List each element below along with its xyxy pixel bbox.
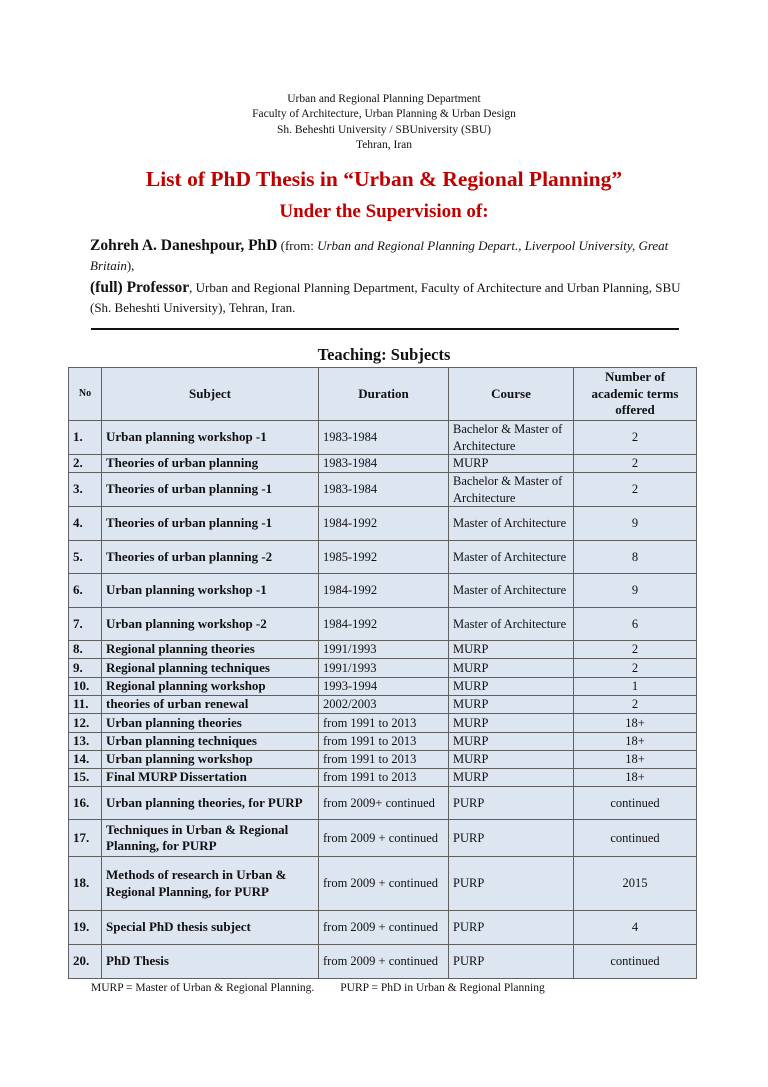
duration-cell: from 1991 to 2013 — [319, 714, 449, 733]
table-row — [69, 911, 697, 945]
row-number: 14. — [69, 751, 102, 769]
row-number: 5. — [69, 541, 102, 574]
subject-cell: Urban planning techniques — [102, 733, 319, 751]
supervisor-position-line — [90, 278, 690, 318]
course-cell: Master of Architecture — [449, 574, 574, 608]
duration-cell: from 2009 + continued — [319, 911, 449, 945]
terms-cell: 2 — [574, 421, 697, 455]
subject-cell: theories of urban renewal — [102, 696, 319, 714]
table-row — [69, 608, 697, 641]
course-cell: PURP — [449, 945, 574, 979]
duration-cell: from 1991 to 2013 — [319, 769, 449, 787]
course-cell: Bachelor & Master of Architecture — [449, 421, 574, 455]
terms-cell: 2 — [574, 696, 697, 714]
row-number: 20. — [69, 945, 102, 979]
row-number: 16. — [69, 787, 102, 820]
terms-cell: continued — [574, 945, 697, 979]
column-header-duration: Duration — [319, 368, 449, 421]
subject-cell: Regional planning techniques — [102, 659, 319, 678]
header-line-faculty: Faculty of Architecture, Urban Planning & Urban Design — [252, 108, 516, 121]
course-cell: PURP — [449, 911, 574, 945]
row-number: 18. — [69, 857, 102, 911]
table-title: Teaching: Subjects — [317, 345, 451, 364]
subject-cell: Urban planning workshop — [102, 751, 319, 769]
header-line-department: Urban and Regional Planning Department — [287, 93, 481, 105]
terms-cell: 18+ — [574, 769, 697, 787]
supervisor-affiliation: , Urban and Regional Planning Department, Faculty of Architecture and Urban Planning, SBU (Sh. Beheshti University), Tehran, Iran. — [90, 280, 681, 315]
header-line-university: Sh. Beheshti University / SBUniversity (SBU) — [276, 123, 492, 136]
document-title: List of PhD Thesis in “Urban & Regional Planning” — [145, 167, 623, 191]
subject-cell: Theories of urban planning -1 — [102, 507, 319, 541]
table-body — [69, 421, 697, 979]
subject-cell: Theories of urban planning — [102, 455, 319, 473]
course-cell: Master of Architecture — [449, 507, 574, 541]
row-number: 8. — [69, 641, 102, 659]
duration-cell: from 2009+ continued — [319, 787, 449, 820]
horizontal-rule — [91, 328, 679, 330]
supervisor-from-suffix: ), — [126, 258, 135, 273]
course-cell: Master of Architecture — [449, 608, 574, 641]
course-cell: MURP — [449, 696, 574, 714]
row-number: 7. — [69, 608, 102, 641]
terms-cell: 2 — [574, 641, 697, 659]
table-row — [69, 751, 697, 769]
duration-cell: 1984-1992 — [319, 507, 449, 541]
duration-cell: 1984-1992 — [319, 608, 449, 641]
footnote-purp: PURP = PhD in Urban & Regional Planning — [340, 982, 545, 994]
terms-cell: 4 — [574, 911, 697, 945]
duration-cell: 1993-1994 — [319, 678, 449, 696]
terms-cell: 18+ — [574, 733, 697, 751]
course-cell: MURP — [449, 714, 574, 733]
terms-cell: 2015 — [574, 857, 697, 911]
terms-cell: continued — [574, 787, 697, 820]
course-cell: MURP — [449, 659, 574, 678]
row-number: 11. — [69, 696, 102, 714]
duration-cell: from 1991 to 2013 — [319, 751, 449, 769]
subject-cell: Theories of urban planning -1 — [102, 473, 319, 507]
row-number: 15. — [69, 769, 102, 787]
table-row — [69, 714, 697, 733]
supervisor-info — [90, 236, 690, 318]
footnote-murp: MURP = Master of Urban & Regional Planning. — [91, 982, 315, 994]
row-number: 10. — [69, 678, 102, 696]
subject-cell: Regional planning theories — [102, 641, 319, 659]
terms-cell: 18+ — [574, 714, 697, 733]
table-row — [69, 659, 697, 678]
duration-cell: 1985-1992 — [319, 541, 449, 574]
subject-cell: Urban planning workshop -2 — [102, 608, 319, 641]
row-number: 4. — [69, 507, 102, 541]
table-row — [69, 820, 697, 857]
table-row — [69, 678, 697, 696]
subject-cell: Theories of urban planning -2 — [102, 541, 319, 574]
table-row — [69, 473, 697, 507]
terms-cell: 2 — [574, 473, 697, 507]
terms-cell: 9 — [574, 507, 697, 541]
subject-cell: Methods of research in Urban & Regional Planning, for PURP — [102, 857, 319, 911]
course-cell: MURP — [449, 751, 574, 769]
row-number: 17. — [69, 820, 102, 857]
table-row — [69, 787, 697, 820]
table-row — [69, 641, 697, 659]
teaching-subjects-table — [68, 367, 697, 979]
subject-cell: Special PhD thesis subject — [102, 911, 319, 945]
table-row — [69, 945, 697, 979]
header-line-city: Tehran, Iran — [355, 138, 413, 151]
column-header-terms: Number of academic terms offered — [574, 368, 697, 421]
subject-cell: Urban planning theories — [102, 714, 319, 733]
table-row — [69, 696, 697, 714]
terms-cell: 8 — [574, 541, 697, 574]
table-header-row — [69, 368, 697, 421]
footnote — [91, 981, 545, 996]
course-cell: MURP — [449, 455, 574, 473]
table-row — [69, 769, 697, 787]
supervisor-degree-line — [90, 236, 690, 276]
supervisor-from-institution: Urban and Regional Planning Depart., Liverpool University, Great Britain — [90, 238, 669, 273]
row-number: 1. — [69, 421, 102, 455]
duration-cell: 1984-1992 — [319, 574, 449, 608]
terms-cell: 18+ — [574, 751, 697, 769]
subject-cell: Techniques in Urban & Regional Planning, for PURP — [102, 820, 319, 857]
table-row — [69, 733, 697, 751]
course-cell: PURP — [449, 787, 574, 820]
duration-cell: from 2009 + continued — [319, 945, 449, 979]
duration-cell: from 1991 to 2013 — [319, 733, 449, 751]
row-number: 9. — [69, 659, 102, 678]
course-cell: MURP — [449, 769, 574, 787]
supervisor-from-prefix: (from: — [277, 238, 318, 253]
course-cell: Master of Architecture — [449, 541, 574, 574]
course-cell: MURP — [449, 641, 574, 659]
row-number: 6. — [69, 574, 102, 608]
table-row — [69, 455, 697, 473]
supervisor-name: Zohreh A. Daneshpour, PhD — [90, 237, 278, 254]
duration-cell: 1991/1993 — [319, 641, 449, 659]
subject-cell: Urban planning theories, for PURP — [102, 787, 319, 820]
duration-cell: from 2009 + continued — [319, 857, 449, 911]
terms-cell: 1 — [574, 678, 697, 696]
terms-cell: 2 — [574, 455, 697, 473]
subject-cell: Regional planning workshop — [102, 678, 319, 696]
terms-cell: 6 — [574, 608, 697, 641]
course-cell: Bachelor & Master of Architecture — [449, 473, 574, 507]
course-cell: PURP — [449, 857, 574, 911]
subject-cell: Urban planning workshop -1 — [102, 574, 319, 608]
terms-cell: 2 — [574, 659, 697, 678]
row-number: 3. — [69, 473, 102, 507]
column-header-course: Course — [449, 368, 574, 421]
table-row — [69, 541, 697, 574]
department-header — [0, 92, 768, 153]
row-number: 12. — [69, 714, 102, 733]
column-header-no: No — [69, 368, 102, 421]
course-cell: MURP — [449, 733, 574, 751]
duration-cell: from 2009 + continued — [319, 820, 449, 857]
column-header-subject: Subject — [102, 368, 319, 421]
table-row — [69, 507, 697, 541]
row-number: 19. — [69, 911, 102, 945]
duration-cell: 1983-1984 — [319, 421, 449, 455]
course-cell: MURP — [449, 678, 574, 696]
subject-cell: Urban planning workshop -1 — [102, 421, 319, 455]
duration-cell: 2002/2003 — [319, 696, 449, 714]
supervisor-rank: (full) Professor — [90, 279, 190, 296]
document-subtitle: Under the Supervision of: — [279, 201, 489, 222]
duration-cell: 1991/1993 — [319, 659, 449, 678]
terms-cell: continued — [574, 820, 697, 857]
subject-cell: PhD Thesis — [102, 945, 319, 979]
duration-cell: 1983-1984 — [319, 455, 449, 473]
subject-cell: Final MURP Dissertation — [102, 769, 319, 787]
terms-cell: 9 — [574, 574, 697, 608]
row-number: 13. — [69, 733, 102, 751]
table-row — [69, 421, 697, 455]
table-row — [69, 574, 697, 608]
duration-cell: 1983-1984 — [319, 473, 449, 507]
table-row — [69, 857, 697, 911]
course-cell: PURP — [449, 820, 574, 857]
row-number: 2. — [69, 455, 102, 473]
